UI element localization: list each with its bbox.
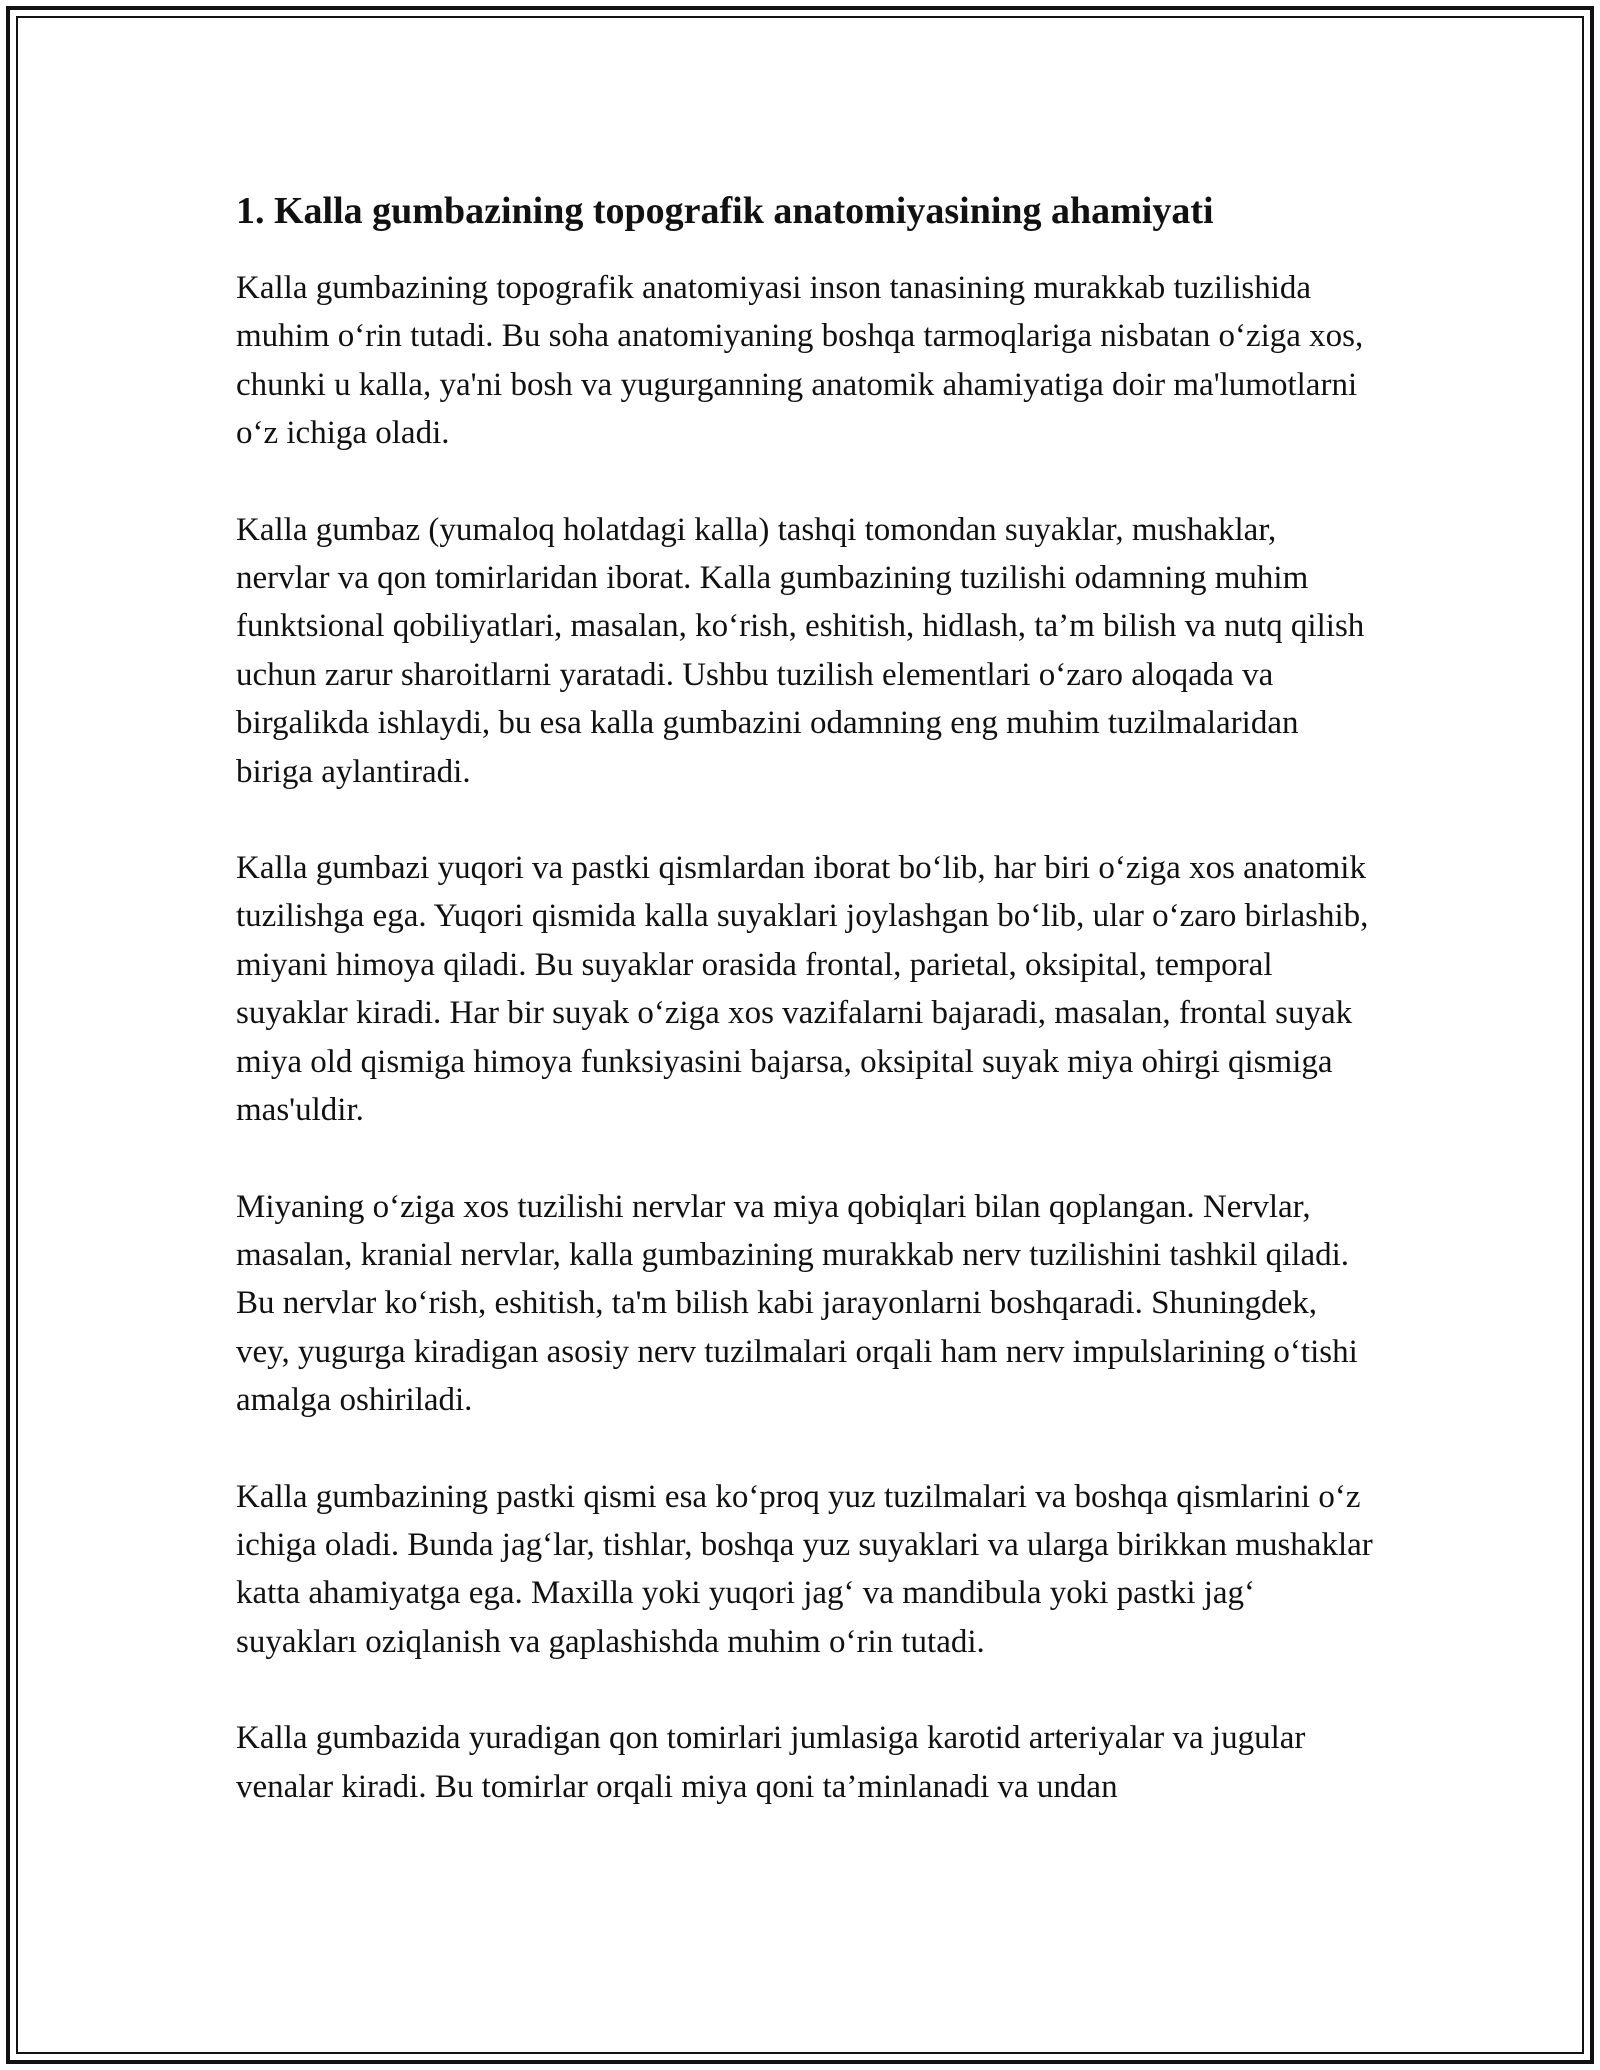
paragraph-3: Kalla gumbazi yuqori va pastki qismlardan iborat bo‘lib, har biri o‘ziga xos anatomik tuzilishga ega. Yuqori qismida kalla suyaklari joylashgan bo‘lib, ular o‘zaro birlashib, miyani himoya qiladi. Bu suyaklar orasida frontal, parietal, oksipital, temporal suyaklar kiradi. Har bir suyak o‘ziga xos vazifalarni bajaradi, masalan, frontal suyak miya old qismiga himoya funksiyasini bajarsa, oksipital suyak miya ohirgi qismiga mas'uldir.	[236, 850, 1369, 1129]
paragraph-1: Kalla gumbazining topografik anatomiyasi inson tanasining murakkab tuzilishida muhim o‘rin tutadi. Bu soha anatomiyaning boshqa tarmoqlariga nisbatan o‘ziga xos, chunki u kalla, ya'ni bosh va yugurganning anatomik ahamiyatiga doir ma'lumotlarni o‘z ichiga oladi.	[236, 270, 1364, 452]
paragraph-2: Kalla gumbaz (yumaloq holatdagi kalla) tashqi tomondan suyaklar, mushaklar, nervlar va qon tomirlaridan iborat. Kalla gumbazining tuzilishi odamning muhim funktsional qobiliyatlari, masalan, ko‘rish, eshitish, hidlash, ta’m bilish va nutq qilish uchun zarur sharoitlarni yaratadi. Ushbu tuzilish elementlari o‘zaro aloqada va birgalikda ishlaydi, bu esa kalla gumbazini odamning eng muhim tuzilmalaridan biriga aylantiradi.	[236, 511, 1365, 790]
section-heading: 1. Kalla gumbazining topografik anatomiyasining ahamiyati	[236, 190, 1214, 232]
paragraph-6: Kalla gumbazida yuradigan qon tomirlari jumlasiga karotid arteriyalar va jugular venalar kiradi. Bu tomirlar orqali miya qoni ta’minlanadi va undan	[236, 1720, 1306, 1805]
document-body	[236, 186, 1376, 1859]
paragraph-4: Miyaning o‘ziga xos tuzilishi nervlar va miya qobiqlari bilan qoplangan. Nervlar, masalan, kranial nervlar, kalla gumbazining murakkab nerv tuzilishini tashkil qiladi. Bu nervlar ko‘rish, eshitish, ta'm bilish kabi jarayonlarni boshqaradi. Shuningdek, vey, yugurga kiradigan asosiy nerv tuzilmalari orqali ham nerv impulslarining o‘tishi amalga oshiriladi.	[236, 1188, 1358, 1419]
paragraph-5: Kalla gumbazining pastki qismi esa ko‘proq yuz tuzilmalari va boshqa qismlarini o‘z ichiga oladi. Bunda jag‘lar, tishlar, boshqa yuz suyaklari va ularga birikkan mushaklar katta ahamiyatga ega. Maxilla yoki yuqori jag‘ va mandibula yoki pastki jag‘ suyakları oziqlanish va gaplashishda muhim o‘rin tutadi.	[236, 1478, 1373, 1660]
